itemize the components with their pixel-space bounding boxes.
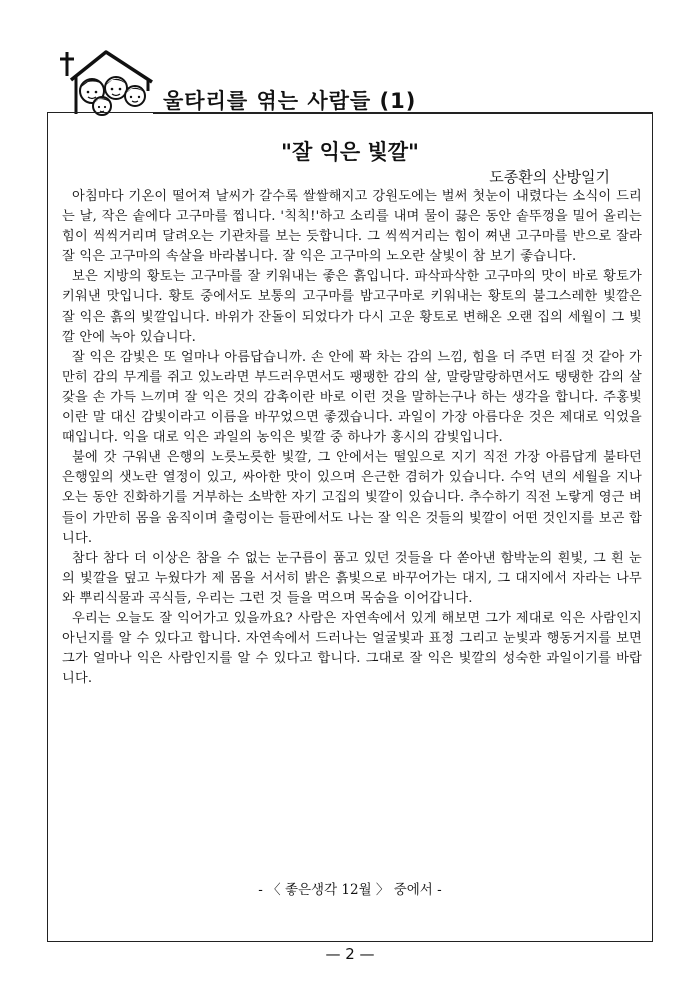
article-paragraph: 참다 참다 더 이상은 참을 수 없는 눈구름이 품고 있던 것들을 다 쏟아낸 함박눈의 흰빛, 그 흰 눈의 빛깔을 덮고 누웠다가 제 몸을 서서히 밝은 흙빛으로 바꾸어가는 대지, 그 대지에서 자라는 나무와 뿌리식물과 곡식들, 우리는 그런 것 들을 먹으며 목숨을 이어갑니다. xyxy=(62,550,642,606)
article-paragraph: 불에 갓 구워낸 은행의 노릇노릇한 빛깔, 그 안에서는 떨잎으로 지기 직전 가장 아름답게 불타던 은행잎의 샛노란 열정이 있고, 싸아한 맛이 있으며 은근한 겸허가 있습니다. 수억 년의 세월을 지나오는 동안 진화하기를 거부하는 소박한 자기 고집의 빛깔이 있습니다. 추수하기 직전 노랗게 영근 벼들이 가만히 몸을 움직이며 출렁이는 들판에서도 나는 잘 익은 것들의 빛깔이 어떤 것인지를 보곤 합니다. xyxy=(62,450,642,546)
article-paragraph: 보은 지방의 황토는 고구마를 잘 키워내는 좋은 흙입니다. 파삭파삭한 고구마의 맛이 바로 황토가 키워낸 맛입니다. 황토 중에서도 보통의 고구마를 밤고구마로 키워내는 황토의 불그스레한 빛깔은 잘 익은 흙의 빛깔입니다. 바위가 잔돌이 되었다가 다시 고운 황토로 변해온 오랜 집의 세월이 그 빛깔 안에 녹아 있습니다. xyxy=(62,269,642,345)
article-paragraph: 아침마다 기온이 떨어져 날씨가 갈수록 쌀쌀해지고 강원도에는 벌써 첫눈이 내렸다는 소식이 드리는 날, 작은 솥에다 고구마를 찝니다. '칙칙!'하고 소리를 내며 물이 끓은 동안 솥뚜껑을 밀어 올리는 힘이 씩씩거리며 달려오는 기관차를 보는 듯합니다. 그 씩씩거리는 힘이 쪄낸 고구마를 반으로 잘라 잘 익은 고구마의 속살을 바라봅니다. 잘 익은 고구마의 노오란 살빛이 참 보기 좋습니다. xyxy=(62,189,642,265)
page-number: — 2 — xyxy=(325,945,375,963)
article-title: "잘 익은 빛깔" xyxy=(281,140,419,164)
article-paragraph: 우리는 오늘도 잘 익어가고 있을까요? 사람은 자연속에서 있게 해보면 그가 제대로 익은 사람인지 아닌지를 알 수 있다고 합니다. 자연속에서 드러나는 얼굴빛과 표정 그리고 눈빛과 행동거지를 보면 그가 얼마나 익은 사람인지를 알 수 있다고 합니다. 그대로 잘 익은 빛깔의 성숙한 과일이기를 바랍니다. xyxy=(62,610,642,687)
article-byline: 도종환의 산방일기 xyxy=(489,168,610,186)
article-paragraph: 잘 익은 감빛은 또 얼마나 아름답습니까. 손 안에 꽉 차는 감의 느낌, 힘을 더 주면 터질 것 같아 가만히 감의 무게를 쥐고 있노라면 부드러우면서도 팽팽한 감의 살, 말랑말랑하면서도 탱탱한 감의 살갗을 손 가득 느끼며 잘 익은 것의 감촉이란 바로 이런 것을 말하는구나 하는 생각을 합니다. 주홍빛이란 말 대신 감빛이라고 이름을 바꾸었으면 좋겠습니다. 과일이 가장 아름다운 것은 제대로 익었을 때입니다. 익을 대로 익은 과일의 농익은 빛깔 중 하나가 홍시의 감빛입니다. xyxy=(62,349,642,446)
source-note: - 〈 좋은생각 12월 〉 중에서 - xyxy=(258,882,442,898)
series-title: 울타리를 엮는 사람들 (1) xyxy=(163,89,417,113)
house-family-icon xyxy=(58,46,156,120)
article-body xyxy=(62,187,642,689)
